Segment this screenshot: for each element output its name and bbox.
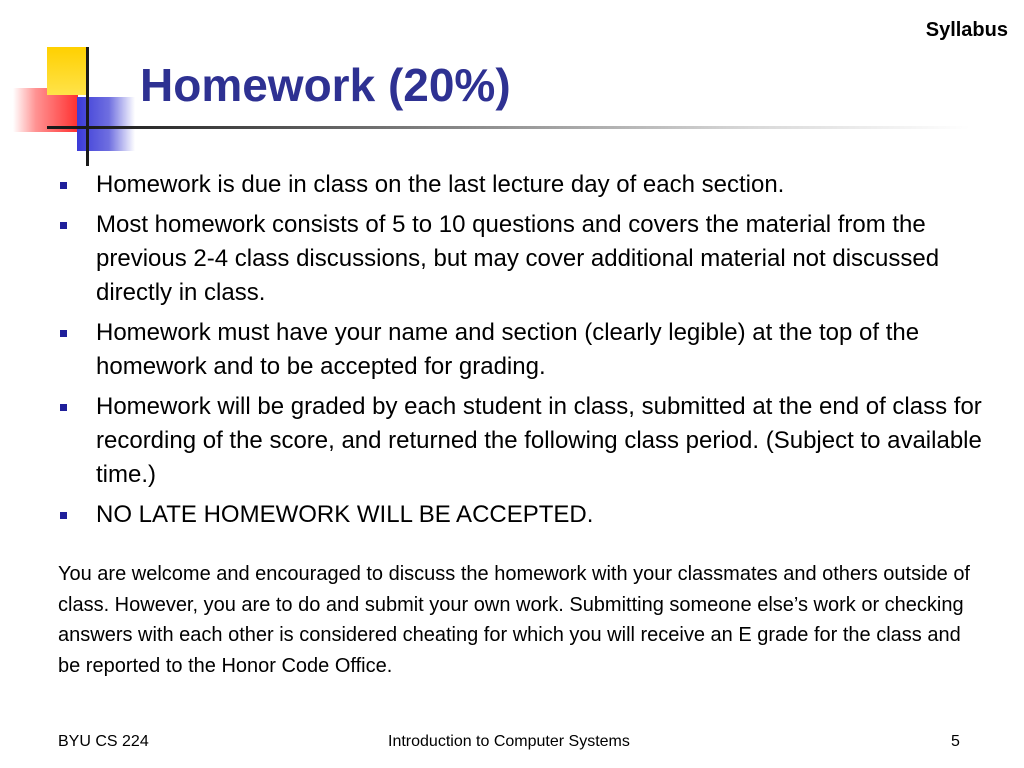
square-bullet-icon [60,330,67,337]
bullet-item [56,390,986,492]
bullet-item [56,168,986,202]
decorative-yellow-block [47,47,89,95]
square-bullet-icon [60,182,67,189]
slide-title: Homework (20%) [140,59,511,111]
bullet-text: Most homework consists of 5 to 10 questions and covers the material from the previous 2-4 class discussions, but may cover additional material not discussed directly in class. [96,211,940,306]
square-bullet-icon [60,222,67,229]
square-bullet-icon [60,404,67,411]
bullet-text: Homework will be graded by each student in class, submitted at the end of class for recording of the score, and returned the following class period. (Subject to available time.) [96,393,982,488]
decorative-vertical-line [86,47,89,166]
title-underline-rule [90,126,970,129]
bullet-item [56,498,986,532]
footer-course: BYU CS 224 [58,733,149,750]
footer-course-title: Introduction to Computer Systems [388,733,630,750]
bullet-text: Homework must have your name and section (clearly legible) at the top of the homework and to be accepted for grading. [96,319,920,380]
section-label: Syllabus [925,19,1008,41]
bullet-item [56,316,986,384]
academic-honesty-note: You are welcome and encouraged to discuss the homework with your classmates and others outside of class. However, you are to do and submit your own work. Submitting someone else’s work or checking answers with each other is considered cheating for which you will receive an E grade for the class and be reported to the Honor Code Office. [58,563,970,677]
bullet-list [56,168,986,538]
bullet-text: Homework is due in class on the last lecture day of each section. [96,171,785,198]
bullet-item [56,208,986,310]
bullet-text: NO LATE HOMEWORK WILL BE ACCEPTED. [96,501,594,528]
footer-page-number: 5 [951,733,960,750]
square-bullet-icon [60,512,67,519]
